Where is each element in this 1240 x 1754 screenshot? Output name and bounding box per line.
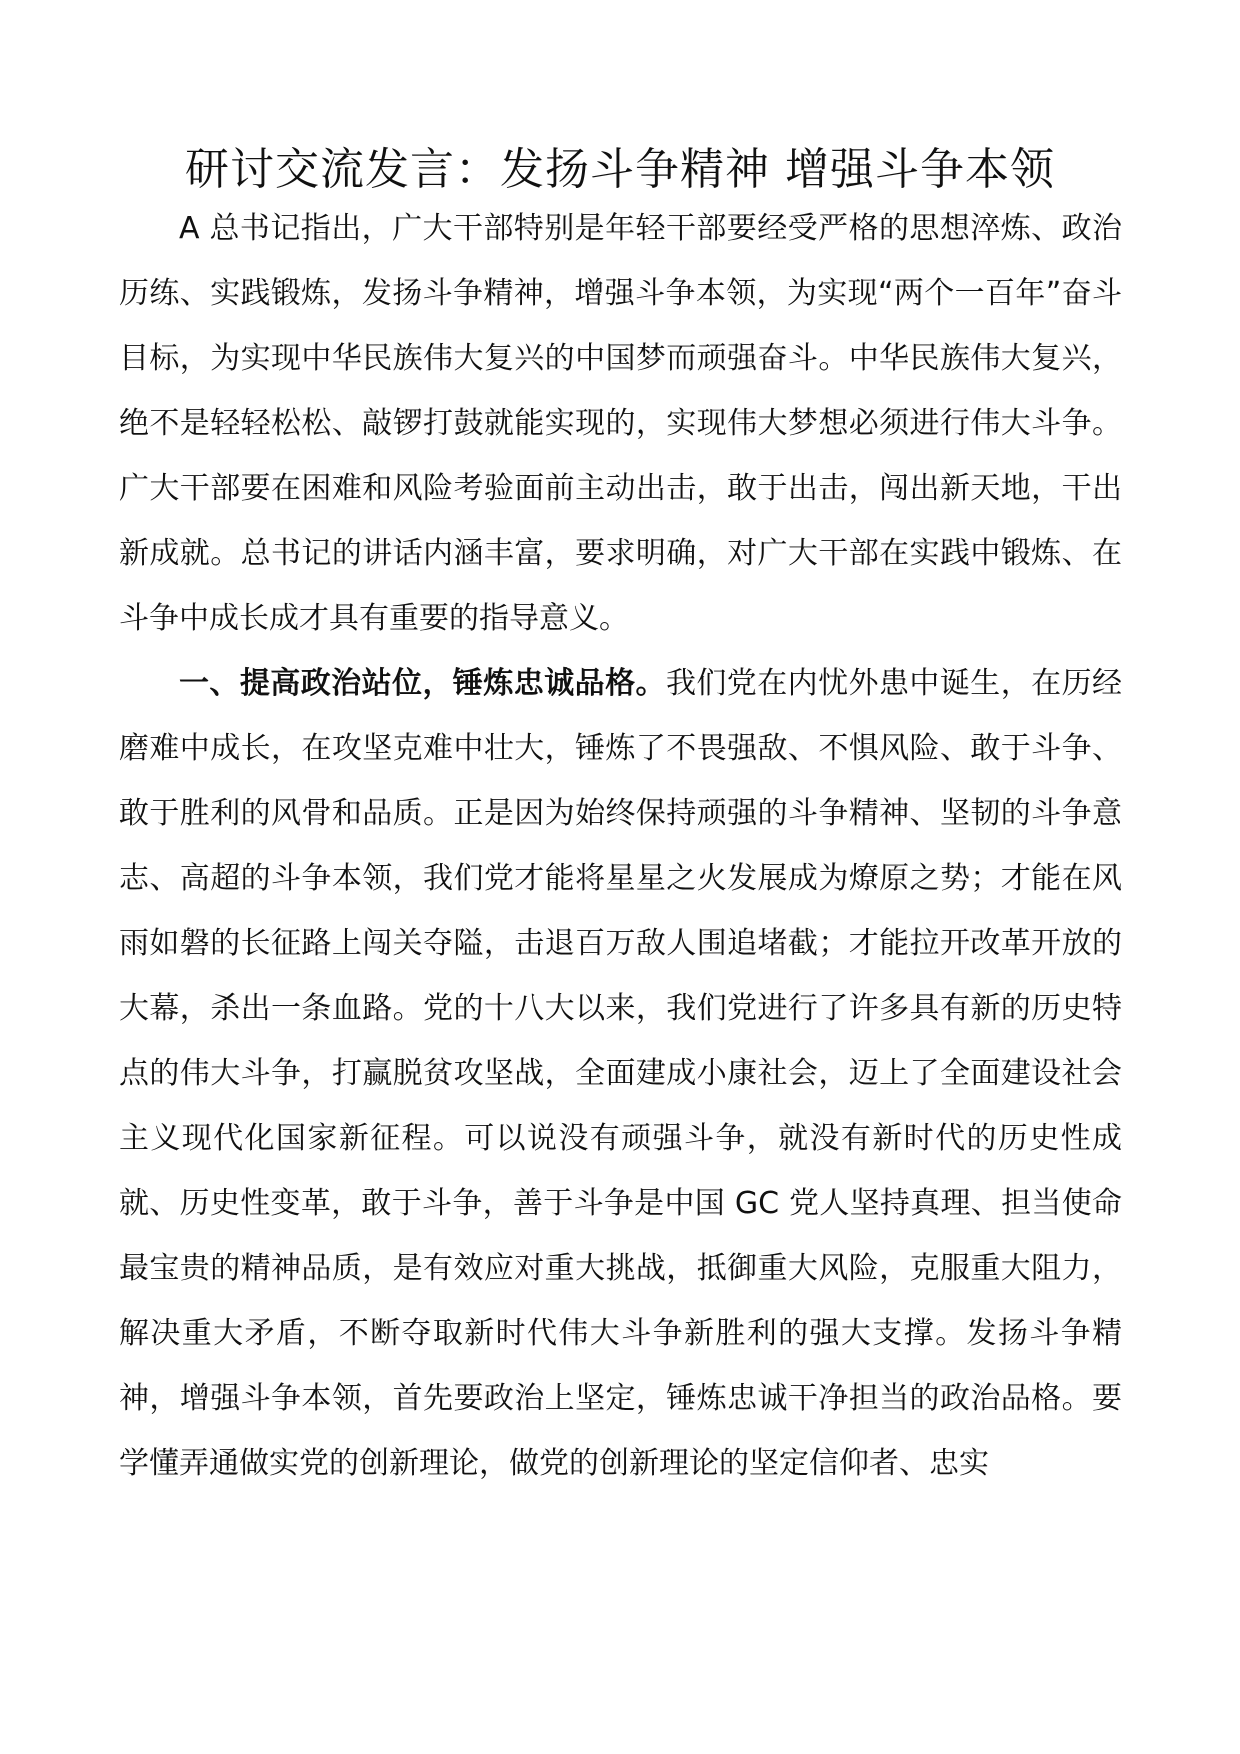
- paragraph-intro: [119, 196, 1122, 651]
- paragraph-text: 我们党在内忧外患中诞生，在历经磨难中成长，在攻坚克难中壮大，锤炼了不畏强敌、不惧风险、敢于斗争、敢于胜利的风骨和品质。正是因为始终保持顽强的斗争精神、坚韧的斗争意志、高超的斗争本领，我们党才能将星星之火发展成为燎原之势；才能在风雨如磐的长征路上闯关夺隘，击退百万敌人围追堵截；才能拉开改革开放的大幕，杀出一条血路。党的十八大以来，我们党进行了许多具有新的历史特点的伟大斗争，打赢脱贫攻坚战，全面建成小康社会，迈上了全面建设社会主义现代化国家新征程。可以说没有顽强斗争，就没有新时代的历史性成就、历史性变革，敢于斗争，善于斗争是中国 GC 党人坚持真理、担当使命最宝贵的精神品质，是有效应对重大挑战，抵御重大风险，克服重大阻力，解决重大矛盾，不断夺取新时代伟大斗争新胜利的强大支撑。发扬斗争精神，增强斗争本领，首先要政治上坚定，锤炼忠诚干净担当的政治品格。要学懂弄通做实党的创新理论，做党的创新理论的坚定信仰者、忠实: [119, 666, 1123, 1481]
- document-title: 研讨交流发言：发扬斗争精神 增强斗争本领: [185, 144, 1055, 195]
- paragraph-text: A 总书记指出，广大干部特别是年轻干部要经受严格的思想淬炼、政治历练、实践锻炼，发扬斗争精神，增强斗争本领，为实现“两个一百年”奋斗目标，为实现中华民族伟大复兴的中国梦而顽强奋斗。中华民族伟大复兴，绝不是轻轻松松、敲锣打鼓就能实现的，实现伟大梦想必须进行伟大斗争。广大干部要在困难和风险考验面前主动出击，敢于出击，闯出新天地，干出新成就。总书记的讲话内涵丰富，要求明确，对广大干部在实践中锻炼、在斗争中成长成才具有重要的指导意义。: [119, 211, 1122, 636]
- paragraph-section-one: [119, 651, 1122, 1496]
- section-heading: 一、提高政治站位，锤炼忠诚品格。: [179, 666, 666, 701]
- document-body: [119, 196, 1122, 1496]
